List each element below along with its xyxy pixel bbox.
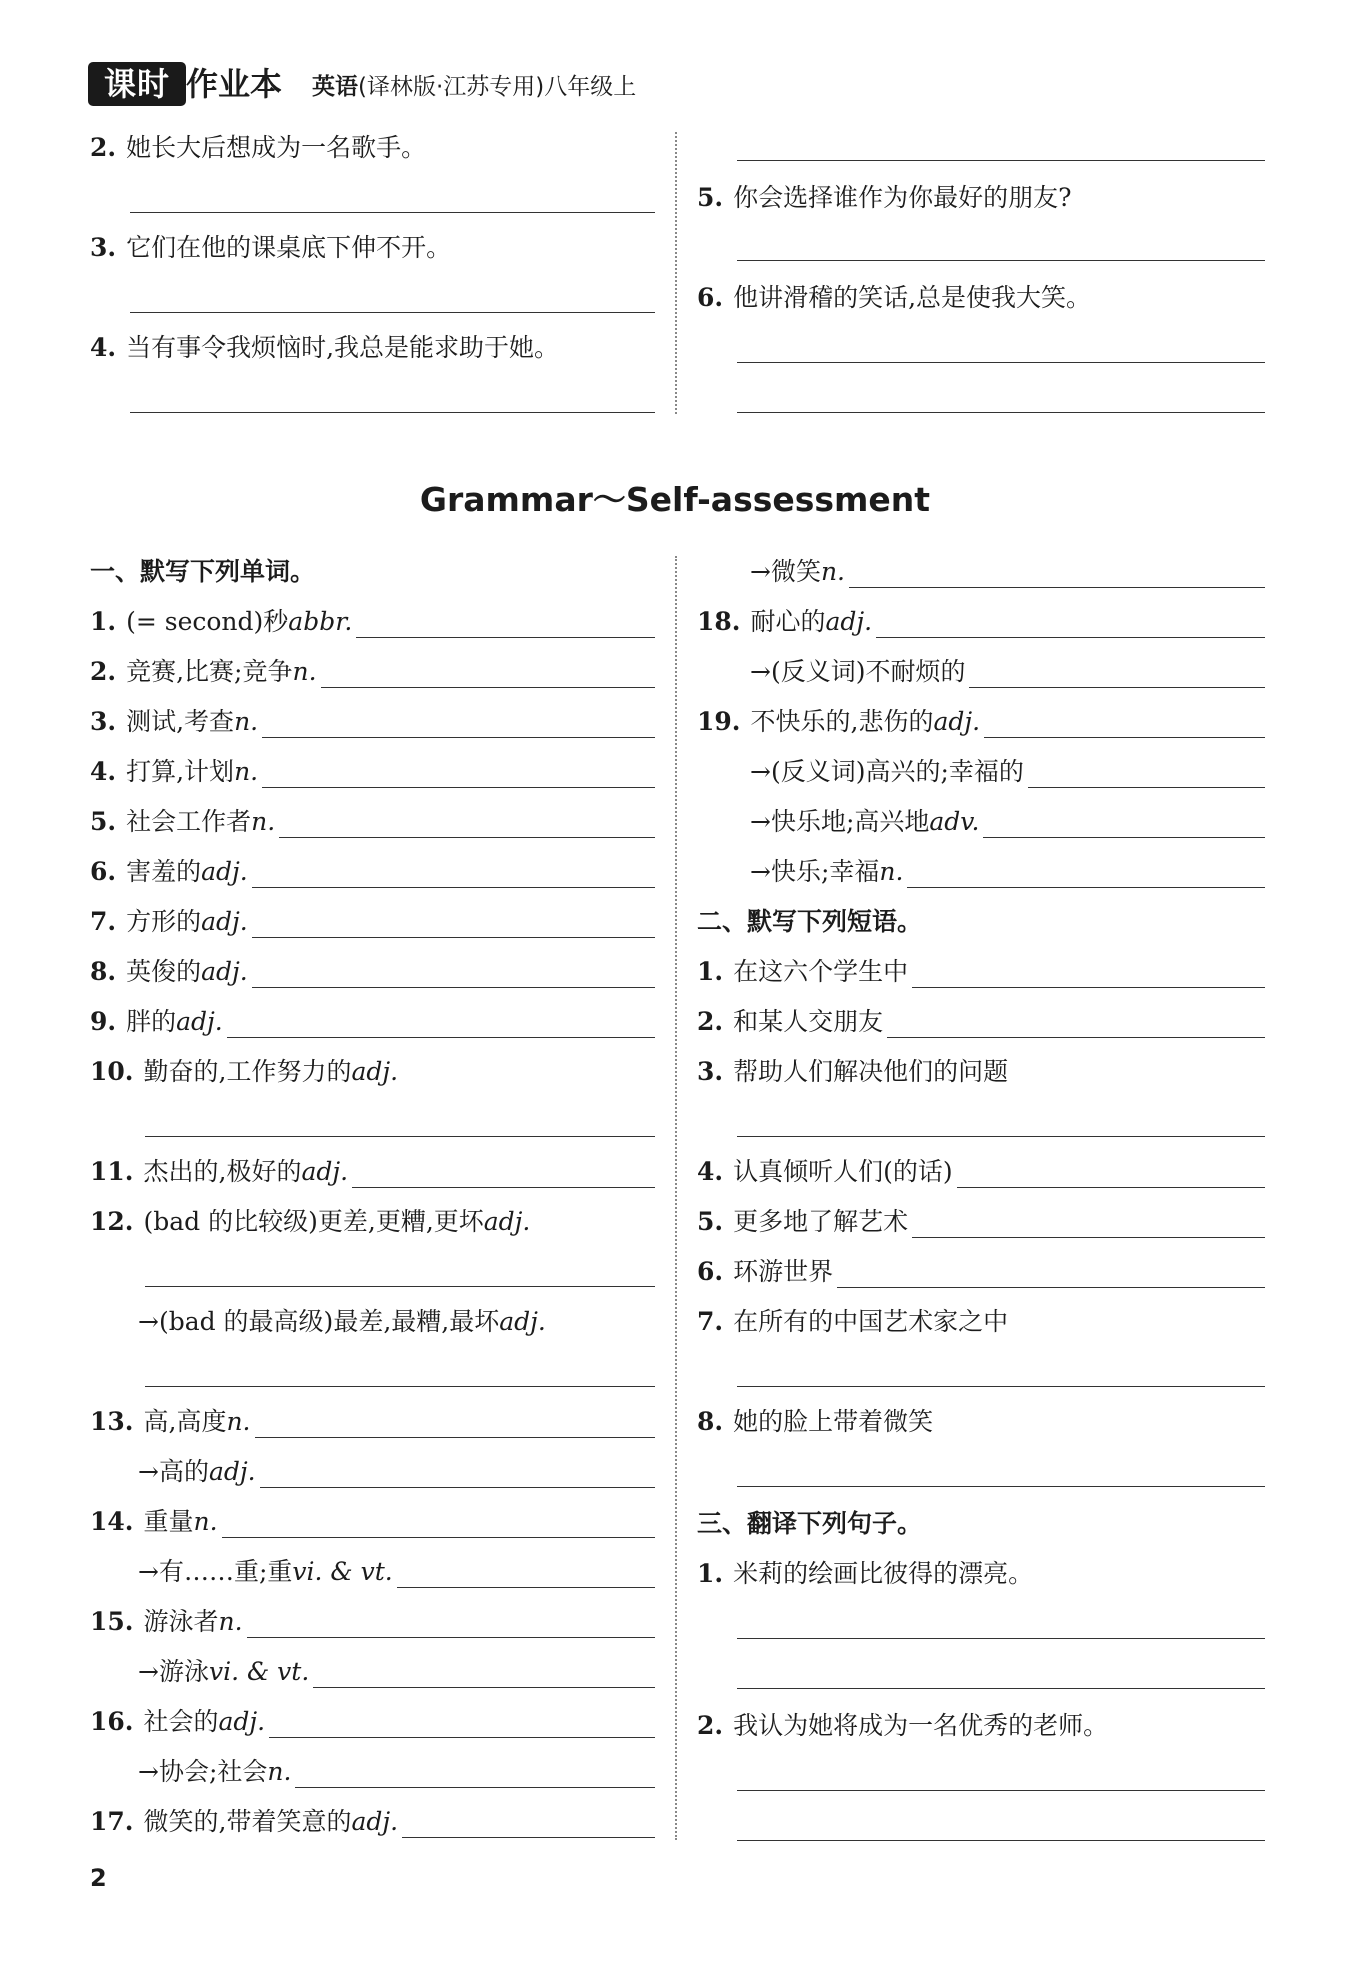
item-text: 我认为她将成为一名优秀的老师。 [733, 1711, 1109, 1740]
word-item [750, 806, 1265, 838]
item-text: 杰出的,极好的 [143, 1157, 302, 1186]
item-number: 4. [90, 757, 117, 786]
item-text: 方形的 [126, 907, 202, 936]
answer-blank[interactable] [260, 1463, 655, 1488]
item-text: 英俊的 [126, 957, 202, 986]
answer-line[interactable] [737, 1638, 1265, 1639]
item-number: 2. [90, 133, 117, 162]
item-text: 她长大后想成为一名歌手。 [126, 133, 427, 162]
item-number: 18. [697, 607, 741, 636]
item-text: 社会工作者 [126, 807, 252, 836]
subject-name: 英语 [312, 74, 358, 100]
word-item [90, 1806, 655, 1838]
word-item [138, 1656, 655, 1688]
item-number: 2. [697, 1711, 724, 1740]
item-text: 耐心的 [750, 607, 826, 636]
word-item [90, 1706, 655, 1738]
item-number: 1. [697, 1559, 724, 1588]
item-text: 社会的 [143, 1707, 219, 1736]
answer-blank[interactable] [887, 1013, 1265, 1038]
part-of-speech: adj. [201, 957, 248, 986]
answer-line[interactable] [737, 1486, 1265, 1487]
answer-line[interactable] [737, 362, 1265, 363]
item-text: →微笑 [750, 557, 821, 586]
answer-line[interactable] [737, 1790, 1265, 1791]
word-item [90, 806, 655, 838]
item-text: 它们在他的课桌底下伸不开。 [126, 233, 452, 262]
answer-line[interactable] [737, 1386, 1265, 1387]
item-number: 8. [90, 957, 117, 986]
answer-line[interactable] [130, 412, 655, 413]
answer-line[interactable] [737, 412, 1265, 413]
part-of-speech: adj. [208, 1457, 256, 1486]
item-text: 勤奋的,工作努力的 [143, 1057, 352, 1086]
part-of-speech: n. [267, 1757, 292, 1786]
part-of-speech: adj. [351, 1057, 399, 1086]
answer-blank[interactable] [247, 1613, 655, 1638]
word-item [750, 556, 1265, 588]
word-item [750, 656, 1265, 688]
item-text: 打算,计划 [126, 757, 235, 786]
answer-blank[interactable] [321, 663, 655, 688]
word-item [697, 956, 1265, 988]
answer-blank[interactable] [269, 1713, 655, 1738]
item-number: 5. [697, 1207, 724, 1236]
item-number: 5. [697, 183, 724, 212]
answer-line[interactable] [737, 1136, 1265, 1137]
item-text: 他讲滑稽的笑话,总是使我大笑。 [733, 283, 1092, 312]
word-item [138, 1306, 655, 1338]
item-text: (= second)秒 [126, 607, 289, 636]
part-of-speech: adj. [201, 857, 248, 886]
word-item [90, 706, 655, 738]
part-of-speech: adj. [351, 1807, 399, 1836]
word-item [138, 1756, 655, 1788]
answer-blank[interactable] [837, 1263, 1265, 1288]
brand-title: 作业本 [186, 65, 283, 103]
part-of-speech: n. [292, 657, 317, 686]
word-item [90, 1406, 655, 1438]
part-of-speech: adj. [301, 1157, 349, 1186]
answer-line[interactable] [737, 260, 1265, 261]
item-text: →高的 [138, 1457, 209, 1486]
item-text: →游泳 [138, 1657, 209, 1686]
item-number: 10. [90, 1057, 134, 1086]
word-item [138, 1556, 655, 1588]
answer-blank[interactable] [849, 563, 1265, 588]
item-text: 你会选择谁作为你最好的朋友? [733, 183, 1072, 212]
answer-blank[interactable] [912, 1213, 1265, 1238]
item-text: 米莉的绘画比彼得的漂亮。 [733, 1559, 1034, 1588]
part-of-speech: n. [234, 757, 259, 786]
part1-heading: 一、默写下列单词。 [90, 557, 316, 586]
part-of-speech: adv. [929, 807, 980, 836]
item-text: 帮助人们解决他们的问题 [733, 1057, 1009, 1086]
logo: 课时 [88, 62, 186, 106]
page-number: 2 [90, 1864, 107, 1892]
answer-blank[interactable] [279, 813, 655, 838]
word-item [90, 656, 655, 688]
answer-blank[interactable] [969, 663, 1265, 688]
answer-line[interactable] [130, 312, 655, 313]
item-text: 当有事令我烦恼时,我总是能求助于她。 [126, 333, 560, 362]
section-title: Grammar～Self-assessment [419, 480, 931, 519]
answer-blank[interactable] [983, 813, 1265, 838]
word-item [697, 1710, 1265, 1742]
item-number: 12. [90, 1207, 134, 1236]
part-of-speech: vi. & vt. [292, 1557, 393, 1586]
word-item [697, 1006, 1265, 1038]
sentence-item [697, 282, 1091, 314]
part-of-speech: adj. [483, 1207, 531, 1236]
word-item [697, 1558, 1265, 1590]
item-text: (bad 的比较级)更差,更糟,更坏 [143, 1207, 484, 1236]
answer-blank[interactable] [262, 763, 655, 788]
item-number: 2. [90, 657, 117, 686]
part-of-speech: abbr. [288, 607, 353, 636]
part-of-speech: vi. & vt. [208, 1657, 310, 1686]
item-text: 测试,考查 [126, 707, 235, 736]
word-item [90, 756, 655, 788]
item-text: →协会;社会 [138, 1757, 268, 1786]
sentence-item [90, 132, 426, 164]
answer-blank[interactable] [255, 1413, 655, 1438]
item-number: 15. [90, 1607, 134, 1636]
item-number: 6. [697, 1257, 724, 1286]
item-number: 3. [90, 707, 117, 736]
item-number: 5. [90, 807, 117, 836]
item-text: →有……重;重 [138, 1557, 293, 1586]
part-of-speech: n. [193, 1507, 218, 1536]
item-text: →(反义词)高兴的;幸福的 [750, 757, 1024, 786]
answer-line[interactable] [145, 1136, 655, 1137]
word-item [697, 1406, 1265, 1438]
item-text: 在所有的中国艺术家之中 [733, 1307, 1009, 1336]
part-of-speech: n. [218, 1607, 243, 1636]
word-item [90, 956, 655, 988]
word-item [697, 1056, 1265, 1088]
item-text: 高,高度 [143, 1407, 227, 1436]
item-text: →快乐;幸福 [750, 857, 880, 886]
item-number: 17. [90, 1807, 134, 1836]
item-text: →快乐地;高兴地 [750, 807, 930, 836]
item-text: 环游世界 [733, 1257, 834, 1286]
item-number: 8. [697, 1407, 724, 1436]
answer-blank[interactable] [1028, 763, 1265, 788]
answer-line[interactable] [145, 1386, 655, 1387]
answer-blank[interactable] [984, 713, 1265, 738]
part2-heading: 二、默写下列短语。 [697, 907, 923, 936]
subject-line [312, 72, 636, 102]
word-item [90, 1156, 655, 1188]
answer-blank[interactable] [252, 863, 655, 888]
answer-blank[interactable] [397, 1563, 655, 1588]
word-item [138, 1456, 655, 1488]
item-text: 游泳者 [143, 1607, 219, 1636]
answer-blank[interactable] [262, 713, 655, 738]
answer-blank[interactable] [907, 863, 1265, 888]
word-item [750, 856, 1265, 888]
answer-line[interactable] [737, 1840, 1265, 1841]
column-divider-main [675, 556, 677, 1840]
word-item [697, 1206, 1265, 1238]
item-number: 9. [90, 1007, 117, 1036]
item-number: 14. [90, 1507, 134, 1536]
item-text: 不快乐的,悲伤的 [750, 707, 934, 736]
answer-line[interactable] [145, 1286, 655, 1287]
answer-blank[interactable] [227, 1013, 655, 1038]
answer-blank[interactable] [957, 1163, 1265, 1188]
word-item [697, 706, 1265, 738]
part-of-speech: adj. [218, 1707, 266, 1736]
item-text: 胖的 [126, 1007, 177, 1036]
part-of-speech: n. [879, 857, 904, 886]
part-of-speech: adj. [201, 907, 248, 936]
word-item [697, 1306, 1265, 1338]
item-number: 4. [90, 333, 117, 362]
item-text: 在这六个学生中 [733, 957, 909, 986]
item-text: 她的脸上带着微笑 [733, 1407, 934, 1436]
item-number: 7. [697, 1307, 724, 1336]
item-number: 3. [697, 1057, 724, 1086]
item-number: 7. [90, 907, 117, 936]
answer-blank[interactable] [876, 613, 1265, 638]
item-text: →(bad 的最高级)最差,最糟,最坏 [138, 1307, 500, 1336]
word-item [90, 1006, 655, 1038]
word-item [697, 1256, 1265, 1288]
item-number: 13. [90, 1407, 134, 1436]
word-item [750, 756, 1265, 788]
item-number: 6. [697, 283, 724, 312]
item-number: 1. [697, 957, 724, 986]
answer-blank[interactable] [222, 1513, 655, 1538]
part-of-speech: adj. [933, 707, 981, 736]
sentence-item [90, 332, 559, 364]
word-item [90, 606, 655, 638]
part-of-speech: n. [234, 707, 259, 736]
answer-blank[interactable] [252, 963, 655, 988]
word-item [697, 606, 1265, 638]
item-text: 微笑的,带着笑意的 [143, 1807, 352, 1836]
part-of-speech: n. [251, 807, 276, 836]
part-of-speech: n. [226, 1407, 251, 1436]
answer-line[interactable] [737, 1688, 1265, 1689]
sentence-item [90, 232, 451, 264]
item-text: →(反义词)不耐烦的 [750, 657, 966, 686]
item-text: 害羞的 [126, 857, 202, 886]
item-text: 和某人交朋友 [733, 1007, 884, 1036]
part-of-speech: adj. [499, 1307, 546, 1336]
part-of-speech: adj. [825, 607, 873, 636]
item-number: 4. [697, 1157, 724, 1186]
answer-blank[interactable] [252, 913, 655, 938]
part-of-speech: n. [820, 557, 846, 586]
subject-edition: (译林版·江苏专用)八年级上 [358, 74, 637, 100]
item-text: 重量 [143, 1507, 194, 1536]
item-number: 11. [90, 1157, 134, 1186]
item-number: 3. [90, 233, 117, 262]
word-item [90, 906, 655, 938]
part3-heading: 三、翻译下列句子。 [697, 1509, 923, 1538]
answer-blank[interactable] [295, 1763, 655, 1788]
item-number: 1. [90, 607, 117, 636]
answer-blank[interactable] [313, 1663, 655, 1688]
word-item [90, 856, 655, 888]
answer-blank[interactable] [402, 1813, 655, 1838]
answer-blank[interactable] [912, 963, 1265, 988]
answer-line[interactable] [130, 212, 655, 213]
item-number: 16. [90, 1707, 134, 1736]
item-number: 2. [697, 1007, 724, 1036]
word-item [697, 1156, 1265, 1188]
answer-blank[interactable] [356, 613, 655, 638]
part-of-speech: adj. [176, 1007, 223, 1036]
item-text: 更多地了解艺术 [733, 1207, 909, 1236]
answer-line[interactable] [737, 160, 1265, 161]
word-item [90, 1506, 655, 1538]
column-divider-top [675, 132, 677, 414]
word-item [90, 1606, 655, 1638]
item-number: 6. [90, 857, 117, 886]
item-text: 竞赛,比赛;竞争 [126, 657, 293, 686]
item-number: 19. [697, 707, 741, 736]
answer-blank[interactable] [352, 1163, 655, 1188]
sentence-item [697, 182, 1072, 214]
word-item [90, 1056, 655, 1088]
word-item [90, 1206, 655, 1238]
item-text: 认真倾听人们(的话) [733, 1157, 953, 1186]
